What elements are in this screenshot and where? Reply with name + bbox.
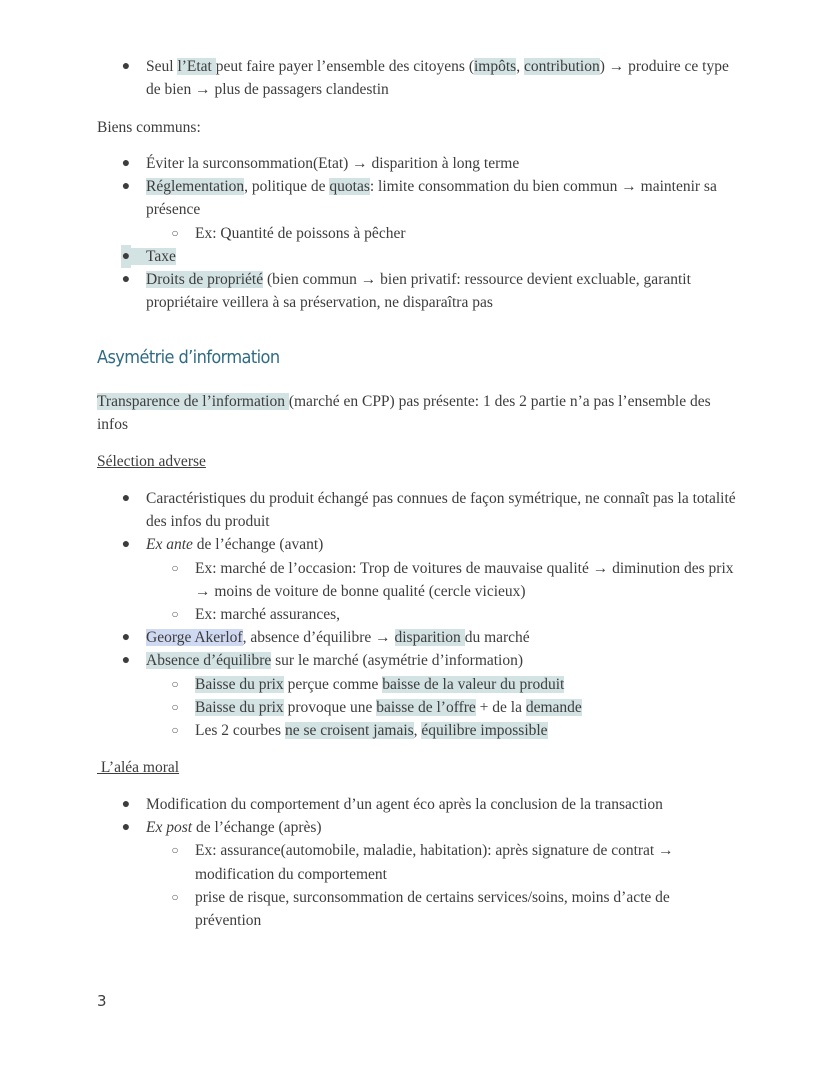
list-item: ● Caractéristiques du produit échangé pas connues de façon symétrique, ne connaît pas la totalité des infos du produit (146, 487, 736, 533)
alea-moral-list (121, 793, 736, 932)
bullet-icon: ● (121, 537, 131, 553)
list-subitem: ○ Ex: marché de l’occasion: Trop de voitures de mauvaise qualité → diminution des prix → moins de voiture de bonne qualité (cercle vicieux) (195, 557, 736, 603)
list-item: ● George Akerlof, absence d’équilibre → disparition du marché (146, 626, 736, 649)
circle-bullet-icon: ○ (171, 843, 179, 858)
bullet-icon: ● (121, 156, 131, 171)
alea-moral-label: L’aléa moral (97, 759, 180, 776)
list-item: ● Ex post de l’échange (après) (146, 816, 736, 839)
list-subitem: ○ Baisse du prix provoque une baisse de l’offre + de la demande (195, 696, 736, 719)
intro-paragraph: Transparence de l’information (marché en CPP) pas présente: 1 des 2 partie n’a pas l’ensemble des infos (97, 393, 711, 434)
list-subitem: ○ Ex: Quantité de poissons à pêcher (195, 222, 736, 245)
list-subitem: ○ Baisse du prix perçue comme baisse de la valeur du produit (195, 673, 736, 696)
biens-communs-list (121, 152, 736, 314)
list-item: ● Éviter la surconsommation(Etat) → disparition à long terme (146, 152, 736, 175)
list-item: ● Droits de propriété (bien commun → bien privatif: ressource devient excluable, garantit propriétaire veillera à sa préservation, ne disparaîtra pas (146, 268, 736, 314)
list-item: ● Taxe (146, 245, 736, 268)
list-subitem: ○ Ex: marché assurances, (195, 603, 736, 626)
selection-adverse-label: Sélection adverse (97, 453, 206, 470)
page-number: 3 (97, 992, 107, 1010)
bullet-icon: ● (121, 820, 131, 836)
circle-bullet-icon: ○ (171, 676, 179, 691)
list-item: ● Absence d’équilibre sur le marché (asymétrie d’information) (146, 649, 736, 672)
list-subitem: ○ prise de risque, surconsommation de certains services/soins, moins d’acte de prévention (195, 886, 736, 932)
public-goods-list (121, 55, 736, 101)
bullet-icon: ● (121, 630, 131, 646)
bullet-icon: ● (121, 59, 131, 74)
list-item: ● Réglementation, politique de quotas: limite consommation du bien commun → maintenir sa présence (146, 175, 736, 221)
bullet-icon: ● (121, 245, 131, 268)
bullet-icon: ● (121, 272, 131, 288)
list-subitem: ○ Les 2 courbes ne se croisent jamais, équilibre impossible (195, 719, 736, 742)
circle-bullet-icon: ○ (171, 699, 179, 714)
bullet-icon: ● (121, 179, 131, 195)
bullet-icon: ● (121, 653, 131, 669)
list-item: ● Ex ante de l’échange (avant) (146, 533, 736, 556)
biens-communs-label: Biens communs: (97, 119, 201, 136)
circle-bullet-icon: ○ (171, 560, 179, 575)
list-subitem: ○ Ex: assurance(automobile, maladie, habitation): après signature de contrat → modification du comportement (195, 839, 736, 885)
selection-adverse-list (121, 487, 736, 742)
circle-bullet-icon: ○ (171, 889, 179, 904)
bullet-icon: ● (121, 797, 131, 812)
list-item: ● Modification du comportement d’un agent éco après la conclusion de la transaction (146, 793, 736, 816)
bullet-icon: ● (121, 491, 131, 506)
section-heading: Asymétrie d’information (97, 347, 280, 368)
circle-bullet-icon: ○ (171, 225, 179, 240)
list-item: ● Seul l’Etat peut faire payer l’ensemble des citoyens (impôts, contribution) → produire ce type de bien → plus de passagers clandestin (146, 55, 736, 101)
circle-bullet-icon: ○ (171, 723, 179, 738)
circle-bullet-icon: ○ (171, 607, 179, 622)
